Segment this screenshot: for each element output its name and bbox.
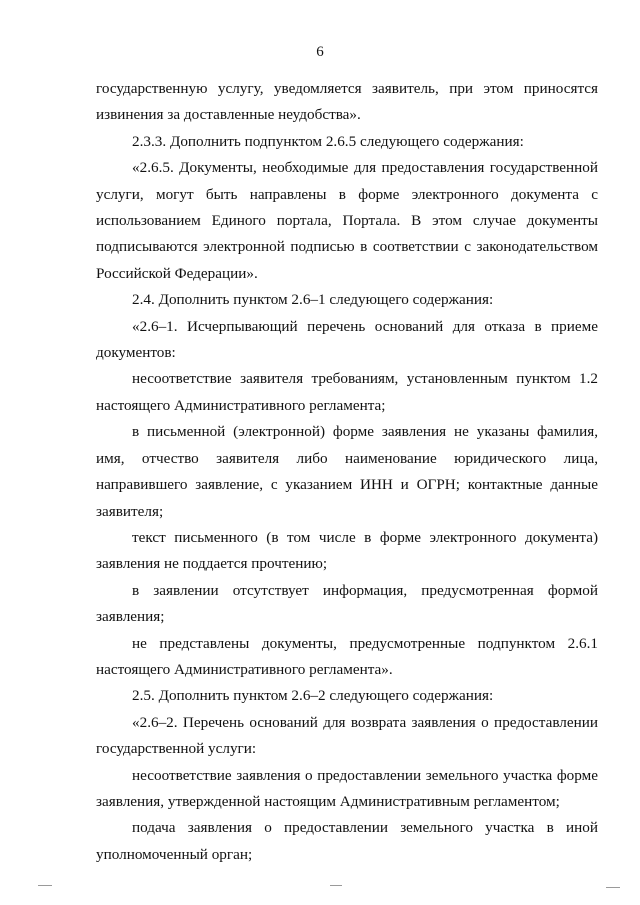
paragraph-list-item: подача заявления о предоставлении земельного участка в иной уполномоченный орган;: [96, 819, 598, 863]
scan-speck: [606, 887, 620, 888]
paragraph-continuation: государственную услугу, уведомляется заявитель, при этом приносятся извинения за доставленные неудобства».: [96, 80, 598, 124]
paragraph-2-6-1: «2.6–1. Исчерпывающий перечень оснований для отказа в приеме документов:: [96, 317, 598, 362]
paragraph-list-item: несоответствие заявителя требованиям, установленным пунктом 1.2 настоящего Административного регламента;: [96, 370, 598, 414]
paragraph-2-6-2: «2.6–2. Перечень оснований для возврата заявления о предоставлении государственной услуги:: [96, 713, 598, 758]
page-number: 6: [316, 44, 324, 60]
paragraph-2-3-3: 2.3.3. Дополнить подпунктом 2.6.5 следующего содержания:: [132, 132, 524, 150]
paragraph-list-item: не представлены документы, предусмотренные подпунктом 2.6.1 настоящего Административного регламента».: [96, 634, 598, 678]
paragraph-list-item: в письменной (электронной) форме заявления не указаны фамилия, имя, отчество заявителя либо наименование юридического лица, направившего заявление, с указанием ИНН и ОГРН; контактные данные заявителя;: [96, 423, 598, 520]
paragraph-list-item: несоответствие заявления о предоставлении земельного участка форме заявления, утвержденной настоящим Административным регламентом;: [96, 766, 598, 810]
document-body: [96, 76, 598, 868]
paragraph-2-5: 2.5. Дополнить пунктом 2.6–2 следующего содержания:: [132, 687, 494, 705]
paragraph-list-item: в заявлении отсутствует информация, предусмотренная формой заявления;: [96, 581, 598, 626]
scan-speck: [38, 885, 52, 886]
paragraph-2-4: 2.4. Дополнить пунктом 2.6–1 следующего содержания:: [132, 291, 494, 309]
scan-speck: [330, 885, 342, 886]
paragraph-2-6-5: «2.6.5. Документы, необходимые для предоставления государственной услуги, могут быть направлены в форме электронного документа с использованием Единого портала, Портала. В этом случае документы подписываются электронной подписью в соответствии с законодательством Российской Федерации».: [96, 159, 598, 282]
paragraph-list-item: текст письменного (в том числе в форме электронного документа) заявления не поддается прочтению;: [96, 528, 598, 573]
